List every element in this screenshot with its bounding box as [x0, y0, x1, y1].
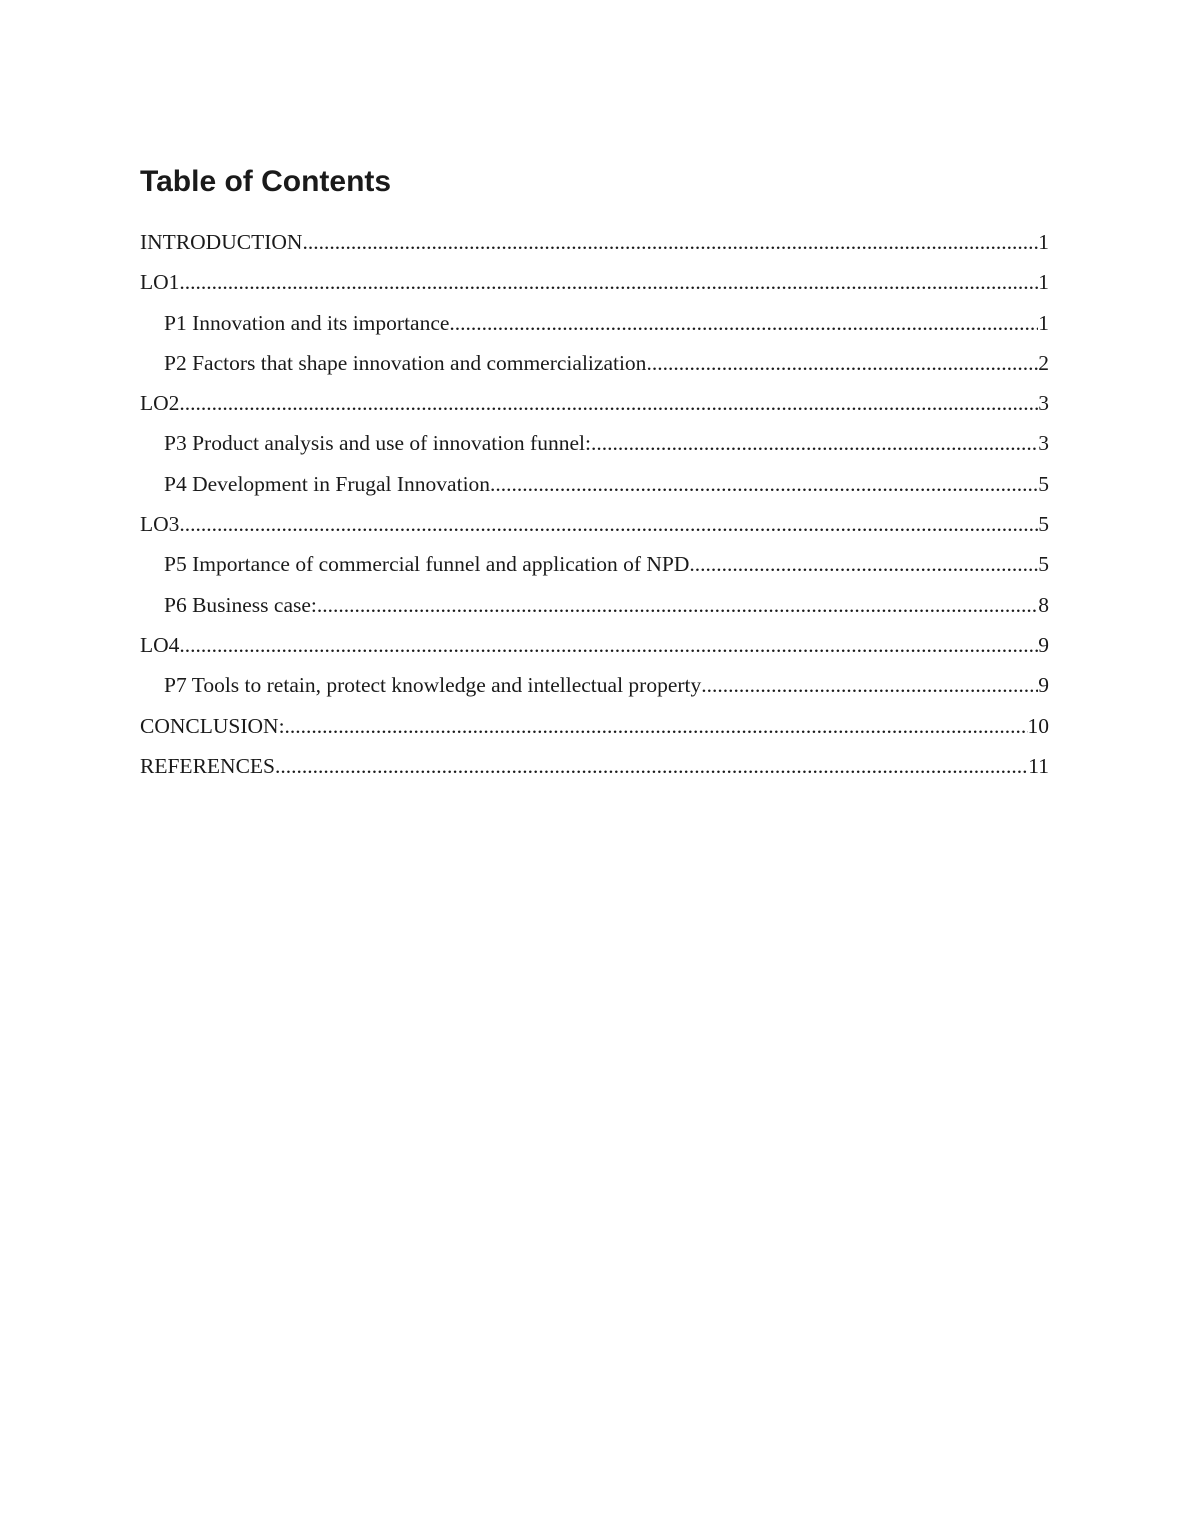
toc-page-number: 3 — [1038, 431, 1049, 456]
toc-dot-leader — [275, 746, 1028, 786]
toc-page-number: 10 — [1027, 713, 1049, 738]
toc-entry[interactable] — [140, 504, 1049, 544]
toc-dot-leader — [179, 504, 1038, 544]
toc-title: Table of Contents — [140, 165, 392, 198]
toc-dot-leader — [317, 585, 1038, 625]
toc-entry[interactable] — [140, 262, 1049, 302]
toc-page-number: 2 — [1038, 350, 1049, 375]
toc-dot-leader — [591, 423, 1038, 463]
toc-entry-text: P4 Development in Frugal Innovation — [164, 471, 491, 496]
toc-page-number: 8 — [1038, 592, 1049, 617]
toc-list — [140, 222, 1049, 786]
toc-entry-text: P1 Innovation and its importance — [164, 310, 450, 335]
toc-page-number: 1 — [1038, 270, 1049, 295]
toc-entry[interactable] — [140, 544, 1049, 584]
toc-dot-leader — [689, 544, 1038, 584]
toc-entry[interactable] — [140, 706, 1049, 746]
toc-page-number: 9 — [1038, 673, 1049, 698]
toc-entry[interactable] — [140, 343, 1049, 383]
toc-entry-text: P3 Product analysis and use of innovation funnel: — [164, 431, 591, 456]
toc-page-number: 1 — [1038, 310, 1049, 335]
toc-entry-text: LO1 — [140, 270, 180, 295]
toc-entry[interactable] — [140, 746, 1049, 786]
toc-entry[interactable] — [140, 423, 1049, 463]
toc-entry-text: P2 Factors that shape innovation and commercialization — [164, 350, 647, 375]
toc-entry-text: REFERENCES — [140, 753, 275, 778]
toc-dot-leader — [449, 303, 1038, 343]
toc-entry-text: CONCLUSION: — [140, 713, 285, 738]
toc-entry-text: P7 Tools to retain, protect knowledge and intellectual property — [164, 673, 702, 698]
toc-dot-leader — [179, 625, 1038, 665]
toc-entry-text: INTRODUCTION — [140, 230, 303, 254]
toc-entry-text: LO3 — [140, 512, 180, 537]
toc-page-number: 5 — [1038, 471, 1049, 496]
toc-entry-text: LO4 — [140, 632, 180, 657]
toc-entry[interactable] — [140, 464, 1049, 504]
toc-dot-leader — [179, 262, 1038, 302]
toc-dot-leader — [179, 383, 1038, 423]
toc-entry[interactable] — [140, 383, 1049, 423]
toc-dot-leader — [646, 343, 1038, 383]
toc-entry-text: P5 Importance of commercial funnel and application of NPD — [164, 552, 690, 577]
toc-entry[interactable] — [140, 222, 1049, 262]
toc-entry[interactable] — [140, 585, 1049, 625]
toc-page-number: 11 — [1028, 753, 1049, 778]
toc-entry-text: LO2 — [140, 391, 180, 416]
toc-dot-leader — [302, 222, 1038, 262]
toc-page-number: 5 — [1038, 552, 1049, 577]
toc-page-number: 5 — [1038, 512, 1049, 537]
toc-dot-leader — [701, 665, 1038, 705]
toc-entry[interactable] — [140, 303, 1049, 343]
toc-dot-leader — [490, 464, 1038, 504]
toc-page-number: 3 — [1038, 391, 1049, 416]
toc-dot-leader — [285, 706, 1028, 746]
toc-page-number: 1 — [1038, 230, 1049, 254]
toc-entry-text: P6 Business case: — [164, 592, 317, 617]
toc-entry[interactable] — [140, 625, 1049, 665]
toc-entry[interactable] — [140, 665, 1049, 705]
toc-page-number: 9 — [1038, 632, 1049, 657]
